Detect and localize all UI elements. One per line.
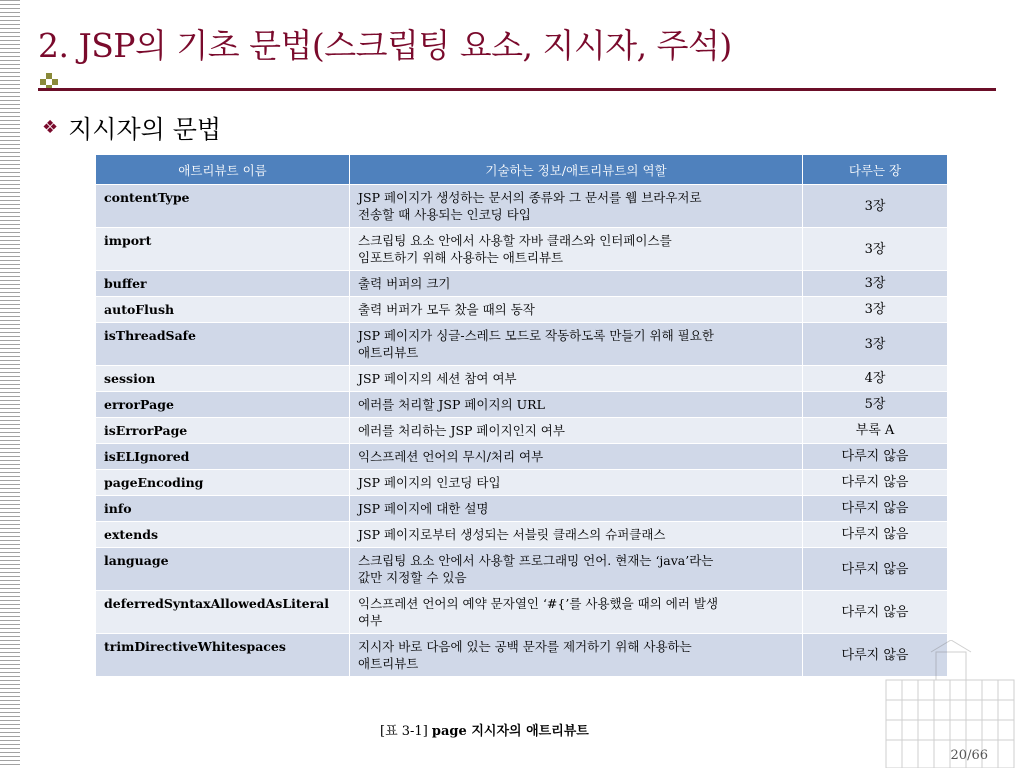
description-line: 애트리뷰트 — [358, 656, 419, 671]
chapter-cell: 5장 — [803, 392, 948, 418]
chapter-cell: 4장 — [803, 366, 948, 392]
description-line: 값만 지정할 수 있음 — [358, 570, 467, 585]
attribute-name-cell: info — [96, 496, 350, 522]
attribute-name-cell: deferredSyntaxAllowedAsLiteral — [96, 591, 350, 634]
attribute-name-cell: errorPage — [96, 392, 350, 418]
slide-title: 2. JSP의 기초 문법(스크립팅 요소, 지시자, 주석) — [38, 26, 732, 65]
header-chapter: 다루는 장 — [803, 155, 948, 185]
chapter-cell: 다루지 않음 — [803, 548, 948, 591]
attribute-name-cell: extends — [96, 522, 350, 548]
attribute-name-cell: pageEncoding — [96, 470, 350, 496]
header-attribute-name: 애트리뷰트 이름 — [96, 155, 350, 185]
bullet-text: 지시자의 문법 — [68, 115, 221, 144]
chapter-cell: 다루지 않음 — [803, 591, 948, 634]
description-line: 스크립팅 요소 안에서 사용할 프로그래밍 언어. 현재는 ‘java’라는 — [358, 553, 714, 568]
attribute-name-cell: isErrorPage — [96, 418, 350, 444]
chapter-cell: 다루지 않음 — [803, 496, 948, 522]
description-line: 스크립팅 요소 안에서 사용할 자바 클래스와 인터페이스를 — [358, 233, 672, 248]
chapter-cell: 부록 A — [803, 418, 948, 444]
table-header-row — [96, 155, 948, 185]
title-underline — [38, 88, 996, 91]
chapter-cell: 3장 — [803, 228, 948, 271]
header-description: 기술하는 정보/애트리뷰트의 역할 — [350, 155, 803, 185]
table-row — [96, 522, 948, 548]
chapter-cell: 3장 — [803, 323, 948, 366]
bullet-item — [42, 113, 221, 143]
description-cell: 출력 버퍼가 모두 찼을 때의 동작 — [350, 297, 803, 323]
left-stripe-decoration — [0, 0, 20, 768]
table-row — [96, 591, 948, 634]
description-line: 전송할 때 사용되는 인코딩 타입 — [358, 207, 531, 222]
description-line: 익스프레션 언어의 예약 문자열인 ‘#{’를 사용했을 때의 에러 발생 — [358, 596, 719, 611]
chapter-cell: 3장 — [803, 297, 948, 323]
description-cell: 에러를 처리할 JSP 페이지의 URL — [350, 392, 803, 418]
description-cell: 출력 버퍼의 크기 — [350, 271, 803, 297]
description-cell — [350, 228, 803, 271]
description-cell: JSP 페이지의 세션 참여 여부 — [350, 366, 803, 392]
attribute-name-cell: session — [96, 366, 350, 392]
table-caption — [380, 720, 589, 739]
table-row — [96, 366, 948, 392]
description-cell — [350, 185, 803, 228]
description-cell — [350, 634, 803, 677]
four-diamond-bullet-icon: ❖ — [42, 117, 59, 138]
description-cell: 익스프레션 언어의 무시/처리 여부 — [350, 444, 803, 470]
attribute-name-cell: isELIgnored — [96, 444, 350, 470]
table-row — [96, 297, 948, 323]
attribute-name-cell: autoFlush — [96, 297, 350, 323]
description-cell — [350, 548, 803, 591]
attribute-name-cell: isThreadSafe — [96, 323, 350, 366]
table-row — [96, 392, 948, 418]
table-row — [96, 185, 948, 228]
description-cell: JSP 페이지로부터 생성되는 서블릿 클래스의 슈퍼클래스 — [350, 522, 803, 548]
description-line: 여부 — [358, 613, 383, 628]
description-line: JSP 페이지가 생성하는 문서의 종류와 그 문서를 웹 브라우저로 — [358, 190, 702, 205]
table-row — [96, 323, 948, 366]
chapter-cell: 다루지 않음 — [803, 634, 948, 677]
description-line: 지시자 바로 다음에 있는 공백 문자를 제거하기 위해 사용하는 — [358, 639, 692, 654]
table-row — [96, 444, 948, 470]
caption-main: page 지시자의 애트리뷰트 — [431, 724, 589, 739]
chapter-cell: 다루지 않음 — [803, 470, 948, 496]
table-row — [96, 496, 948, 522]
table-row — [96, 548, 948, 591]
attribute-name-cell: buffer — [96, 271, 350, 297]
table-row — [96, 470, 948, 496]
table-row — [96, 228, 948, 271]
chapter-cell: 다루지 않음 — [803, 444, 948, 470]
description-cell — [350, 591, 803, 634]
table-row — [96, 418, 948, 444]
description-cell: 에러를 처리하는 JSP 페이지인지 여부 — [350, 418, 803, 444]
attribute-name-cell: import — [96, 228, 350, 271]
chapter-cell: 3장 — [803, 185, 948, 228]
table-row — [96, 271, 948, 297]
description-line: JSP 페이지가 싱글-스레드 모드로 작동하도록 만들기 위해 필요한 — [358, 328, 714, 343]
description-cell: JSP 페이지에 대한 설명 — [350, 496, 803, 522]
attribute-name-cell: contentType — [96, 185, 350, 228]
description-line: 애트리뷰트 — [358, 345, 419, 360]
attribute-name-cell: language — [96, 548, 350, 591]
description-line: 임포트하기 위해 사용하는 애트리뷰트 — [358, 250, 564, 265]
caption-prefix: [표 3-1] — [380, 724, 428, 739]
table-row — [96, 634, 948, 677]
description-cell — [350, 323, 803, 366]
chapter-cell: 다루지 않음 — [803, 522, 948, 548]
page-number: 20/66 — [950, 748, 988, 763]
description-cell: JSP 페이지의 인코딩 타입 — [350, 470, 803, 496]
attribute-name-cell: trimDirectiveWhitespaces — [96, 634, 350, 677]
chapter-cell: 3장 — [803, 271, 948, 297]
page-directive-attribute-table — [95, 154, 948, 677]
